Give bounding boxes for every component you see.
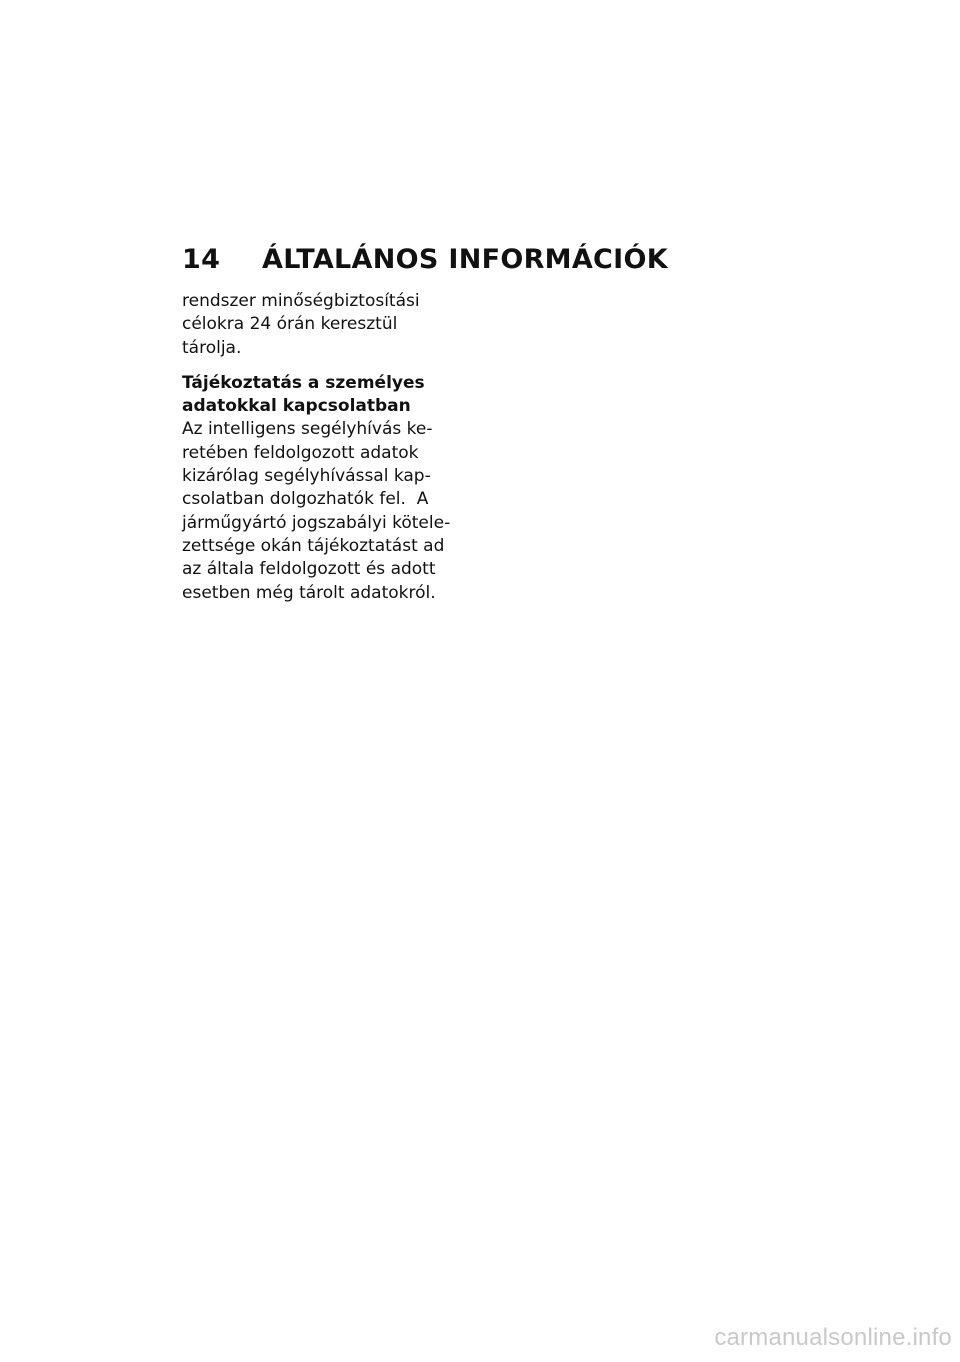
watermark-text: carmanualsonline.info [714,1324,952,1351]
text-line: esetben még tárolt adatokról. [182,582,436,603]
text-line: az általa feldolgozott és adott [182,559,436,580]
text-line: zettsége okán tájékoztatást ad [182,535,445,556]
heading-line: adatokkal kapcsolatban [182,396,411,417]
heading-line: Tájékoztatás a személyes [182,372,425,393]
section-title: ÁLTALÁNOS INFORMÁCIÓK [262,244,668,275]
text-line: kizárólag segélyhívással kap- [182,466,431,487]
intro-paragraph [182,290,462,360]
section-body [182,418,462,604]
text-line: célokra 24 órán keresztül [182,314,398,335]
section-heading [182,372,462,419]
text-line: csolatban dolgozhatók fel. A [182,489,429,510]
text-line: retében feldolgozott adatok [182,442,419,463]
page-number: 14 [182,244,221,275]
page-header [182,244,668,280]
text-line: járműgyártó jogszabályi kötele- [182,512,451,533]
text-line: tárolja. [182,337,242,358]
text-line: rendszer minőségbiztosítási [182,291,420,311]
text-line: Az intelligens segélyhívás ke- [182,419,433,440]
text-column [182,290,462,605]
